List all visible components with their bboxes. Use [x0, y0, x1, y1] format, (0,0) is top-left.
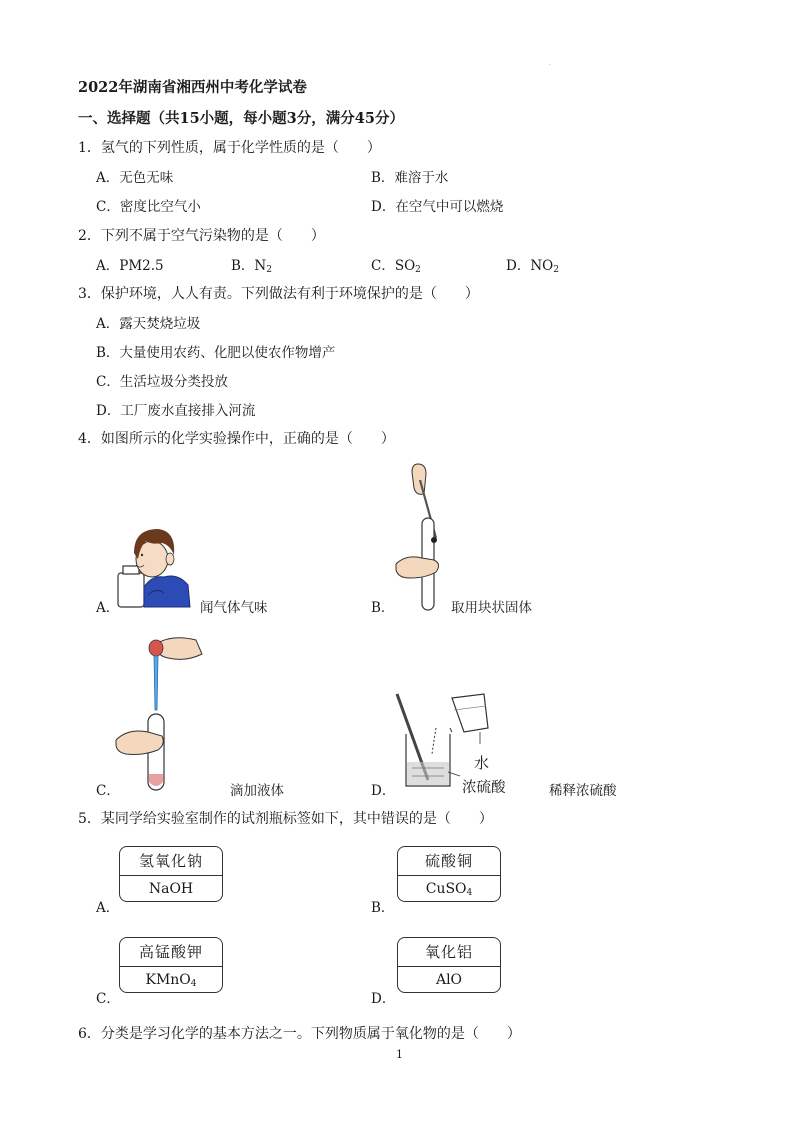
q4-option-d-caption: 稀释浓硫酸	[549, 783, 617, 799]
q4-option-c-letter: C．	[96, 783, 120, 799]
page-title: 2022年湖南省湘西州中考化学试卷	[78, 79, 307, 96]
reagent-label-d	[397, 937, 501, 993]
q3-stem: 3．保护环境，人人有责。下列做法有利于环境保护的是（ ）	[78, 286, 479, 302]
q3-option-d: D．工厂废水直接排入河流	[96, 403, 256, 419]
smell-gas-illustration	[112, 515, 194, 610]
q5-option-d-letter: D．	[371, 991, 396, 1007]
acid-label: 浓硫酸	[462, 780, 506, 796]
reagent-formula-d: AlO	[435, 972, 463, 988]
q4-option-b-letter: B．	[371, 600, 395, 616]
q5-option-c-letter: C．	[96, 991, 120, 1007]
q4-stem: 4．如图所示的化学实验操作中，正确的是（ ）	[78, 431, 395, 447]
q2-option-d: D．$NO_2$	[506, 258, 559, 275]
reagent-name-d: 氧化铝	[398, 938, 500, 967]
q4-option-c-caption: 滴加液体	[230, 783, 284, 799]
reagent-formula-c: KMnO$_4$	[145, 972, 197, 989]
q3-option-a: A．露天焚烧垃圾	[96, 316, 201, 332]
q2-option-b: B．$N_2$	[231, 258, 272, 275]
reagent-label-c	[119, 937, 223, 993]
scan-speck: ·	[549, 62, 551, 69]
q4-option-a-caption: 闻气体气味	[200, 600, 268, 616]
q1-option-d: D．在空气中可以燃烧	[371, 199, 504, 215]
water-label: 水	[474, 754, 490, 772]
q4-option-a-letter: A．	[96, 600, 120, 616]
reagent-label-a	[119, 846, 223, 902]
q5-option-b-letter: B．	[371, 900, 395, 916]
take-solid-illustration	[392, 460, 452, 612]
q1-option-b: B．难溶于水	[371, 170, 449, 186]
q6-stem: 6．分类是学习化学的基本方法之一。下列物质属于氧化物的是（ ）	[78, 1026, 521, 1042]
q2-stem: 2．下列不属于空气污染物的是（ ）	[78, 228, 325, 244]
q2-option-c: C．$SO_2$	[371, 258, 421, 275]
q4-option-b-caption: 取用块状固体	[451, 600, 532, 616]
q2-option-a: A．PM2.5	[96, 258, 164, 274]
reagent-formula-a: NaOH	[148, 881, 194, 897]
q3-option-c: C．生活垃圾分类投放	[96, 374, 228, 390]
reagent-label-b	[397, 846, 501, 902]
reagent-name-c: 高锰酸钾	[120, 938, 222, 967]
reagent-formula-b: CuSO$_4$	[425, 881, 473, 898]
q1-option-a: A．无色无味	[96, 170, 174, 186]
q4-option-d-letter: D．	[371, 783, 396, 799]
page-number: 1	[396, 1048, 403, 1061]
reagent-name-a: 氢氧化钠	[120, 847, 222, 876]
section-heading: 一、选择题（共15小题，每小题3分，满分45分）	[78, 110, 404, 127]
q5-option-a-letter: A．	[96, 900, 120, 916]
reagent-name-b: 硫酸铜	[398, 847, 500, 876]
q1-option-c: C．密度比空气小	[96, 199, 201, 215]
q3-option-b: B．大量使用农药、化肥以使农作物增产	[96, 345, 336, 361]
q5-stem: 5．某同学给实验室制作的试剂瓶标签如下，其中错误的是（ ）	[78, 811, 493, 827]
add-liquid-illustration	[112, 628, 210, 793]
q1-stem: 1．氢气的下列性质，属于化学性质的是（ ）	[78, 140, 381, 156]
